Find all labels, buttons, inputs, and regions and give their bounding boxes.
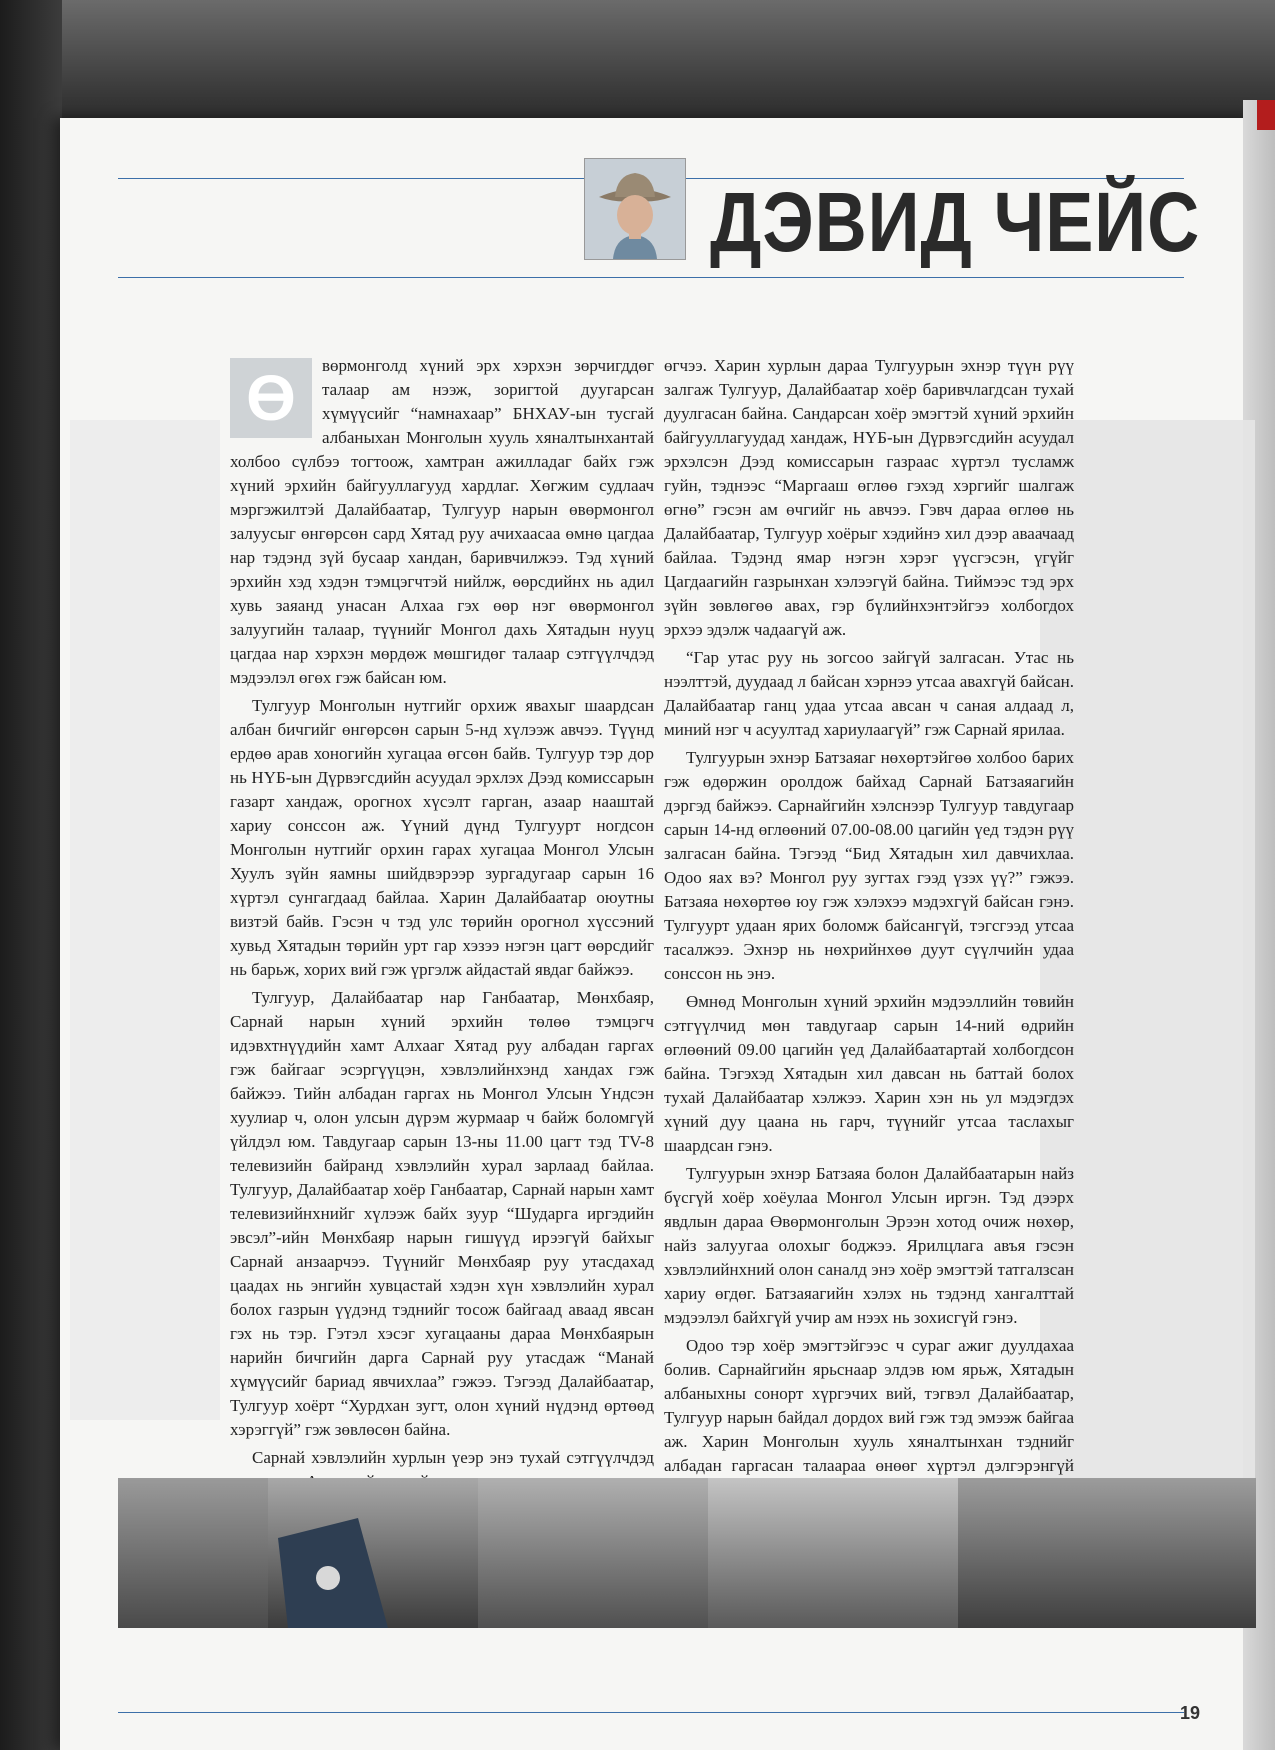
header-rule-bottom	[118, 277, 1184, 278]
paragraph: Сарнай хэвлэлийн хурлын үеэр энэ тухай сэтгүүлчдэд	[252, 1448, 654, 1467]
paragraph: Өмнөд Монголын хүний эрхийн мэдээллийн төвийн сэтгүүлчид мөн тавдугаар сарын 14-ний өдрийн өглөөний 09.00 цагийн үед Далайбаатартай холбогдсон байна. Тэгэхэд Хятадын хил давсан нь баттай болох тухай Далайбаатар хэлжээ. Харин хэн нь ул мэдэгдэх хүний дуу цаана нь гарч, түүнийг утсаа таслахыг шаардсан гэнэ.	[664, 992, 1074, 1155]
paragraph: Тулгуурын эхнэр Батзаяаг нөхөртэйгөө холбоо барих гэж өдөржин оролдож байхад Сарнай Батзаяагийн дэргэд байжээ. Сарнайгийн хэлснээр Тулгуур тавдугаар сарын 14-нд өглөөний 07.00-08.00 цагийн үед тэдэн рүү залгасан байна. Тэгээд “Бид Хятадын хил давчихлаа. Одоо яах вэ? Монгол руу зугтах гээд үзэх үү?” гэжээ. Батзаяа нөхөртөө юу гэж хэлэхээ мэдэхгүй байсан гэнэ. Тулгуурт удаан ярих боломж байсангүй, тэгсгээд утсаа тасалжээ. Эхнэр нь нөхрийнхөө дуут сүүлчийн удаа сонссон нь энэ.	[664, 748, 1074, 983]
next-page-red-corner	[1257, 100, 1275, 130]
paragraph: “Гар утас руу нь зогсоо зайгүй залгасан. Утас нь нээлттэй, дуудаад л байсан хэрнээ утсаа авахгүй байсан. Далайбаатар ганц удаа утсаа авсан ч саная алдаад л, миний нэг ч асуултад хариулаагүй” гэж Сарнай ярилаа.	[664, 648, 1074, 739]
paragraph: Тулгуурын эхнэр Батзаяа болон Далайбаатарын найз бүсгүй хоёр хоёулаа Монгол Улсын иргэн. Тэд дээрх явдлын дараа Өвөрмонголын Эрээн хотод очиж нөхөр, найз залуугаа олохыг боджээ. Ярилцлага авъя гэсэн хэвлэлийнхний олон саналд энэ хоёр эмэгтэй татгалзсан хариу өгдөг. Батзаяагийн хэлэх нь тэдэнд хангалттай мэдээлэл байхгүй учир ам нээх нь зохисгүй гэнэ.	[664, 1164, 1074, 1327]
show-through-text-left	[70, 420, 220, 1420]
protest-photo-strip	[118, 1478, 1256, 1628]
paragraph: Тулгуур, Далайбаатар нар Ганбаатар, Мөнхбаяр, Сарнай нарын хүний эрхийн төлөө тэмцэгч идэвхтнүүдийн хамт Алхааг Хятад руу албадан гаргах гэж байгааг эсэргүүцэн, хэвлэлийнхэнд хандах гэж байжээ. Тийн албадан гаргах нь Монгол Улсын Үндсэн хуулиар ч, олон улсын дүрэм журмаар ч байж боломгүй үйлдэл юм. Тавдугаар сарын 13-ны 11.00 цагт тэд TV-8 телевизийн байранд хэвлэлийн хурал зарлаад байлаа. Тулгуур, Далайбаатар хоёр Ганбаатар, Сарнай нарын хамт телевизийнхнийг хүлээж байх зуур “Шударга иргэдийн эвсэл”-ийн Мөнхбаяр нарын гишүүд ирээгүй байхыг Сарнай анзаарчээ. Түүнийг Мөнхбаяр руу утасдахад цаадах нь энгийн хувцастай хэдэн хүн хэвлэлийн хурал болох газрын үүдэнд тэднийг тосож байгаад аваад явсан гэх нь тэр. Гэтэл хэсэг хугацааны дараа Мөнхбаярын нарийн бичгийн дарга Сарнай руу утасдаж “Манай хүмүүсийг бариад явчихлаа” гэжээ. Тэгээд Далайбаатар, Тулгуур хоёрт “Хурдхан зугт, олон хүний нүдэнд өртөөд хэрэггүй” гэж зөвлөсөн байна.	[230, 988, 654, 1439]
scanner-background-left	[0, 0, 62, 1750]
author-portrait	[584, 158, 686, 260]
article-column-right	[664, 354, 1074, 1475]
paragraph: вөрмонголд хүний эрх хэрхэн зөрчигддөг талаар ам нээж, зоригтой дуугарсан хүмүүсийг “намнахаар” БНХАУ-ын тусгай албаныхан Монголын хууль хяналтынхантай холбоо сүлбээ тогтоож, хамтран ажилладаг байх гэж хүний эрхийн байгууллагууд хардлаг. Хөгжим судлаач мэргэжилтэй Далайбаатар, Тулгуур нарын өвөрмонгол залуусыг өнгөрсөн сард Хятад руу ачихаасаа өмнө цагдаа нар тэдэнд зүй бусаар хандан, баривчилжээ. Тэд хүний эрхийн хэд хэдэн тэмцэгчтэй нийлж, өөрсдийнх нь адил хувь заяанд унасан Алхаа гэх өөр нэг өвөрмонгол залуугийн талаар, түүнийг Монгол дахь Хятадын нууц цагдаа нар хэрхэн мөрдөж мөшгидөг талаар сэтгүүлчдэд мэдээлэл өгөх гэж байсан юм.	[230, 356, 654, 687]
photo-riot-police	[958, 1478, 1256, 1628]
photo-women-embracing	[478, 1478, 708, 1628]
footer-rule	[118, 1712, 1184, 1713]
photo-crying-woman	[118, 1478, 268, 1628]
drop-cap: Ө	[230, 358, 312, 438]
photo-flags-crowd	[268, 1478, 478, 1628]
paragraph: Тулгуур Монголын нутгийг орхиж явахыг шаардсан албан бичгийг өнгөрсөн сарын 5-нд хүлээж авчээ. Түүнд ердөө арав хоногийн хугацаа өгсөн байв. Тулгуур тэр дор нь НҮБ-ын Дүрвэгсдийн асуудал эрхлэх Дээд комиссарын газарт хандаж, орогнох хүсэлт гарган, азаар нааштай хариу сонссон аж. Үүний дүнд Тулгуурт ногдсон Монголын нутгийг орхин гарах хугацаа Монгол Улсын Хуулъ зүйн яамны шийдвэрээр зургадугаар сарын 16 хүртэл сунгагдаад байлаа. Харин Далайбаатар оюутны визтэй байв. Гэсэн ч тэд улс төрийн орогнол хүссэний хувьд Хятадын төрийн урт гар хэзээ нэгэн цагт өөрсдийг нь барьж, хорих вий гэж үргэлж айдастай явдаг байжээ.	[230, 696, 654, 979]
flag-icon	[268, 1478, 478, 1628]
paragraph: өгчээ. Харин хурлын дараа Тулгуурын эхнэр түүн рүү залгаж Тулгуур, Далайбаатар хоёр баривчлагдсан тухай дуулгасан байна. Сандарсан хоёр эмэгтэй хүний эрхийн байгууллагуудад хандаж, НҮБ-ын Дүрвэгсдийн асуудал эрхэлсэн Дээд комиссарын газраас хүртэл тусламж гуйн, тэднээс “Маргааш өглөө гэхэд хэргийг шалгаж өгнө” гэсэн ам өчгийг нь авчээ. Гэвч дараа өглөө нь Далайбаатар, Тулгуур хоёрыг хэдийнэ хил дээр аваачаад байлаа. Тэдэнд ямар нэгэн хэрэг үүсгэсэн, үгүйг Цагдаагийн газрынхан хэлээгүй байна. Тиймээс тэд эрх зүйн зөвлөгөө авах, гэр бүлийнхэнтэйгээ холбогдох эрхээ эдэлж чадаагүй аж.	[664, 356, 1074, 639]
article-column-left	[230, 354, 654, 1467]
photo-highway-crowd	[708, 1478, 958, 1628]
author-portrait-illustration	[585, 159, 685, 259]
paragraph-text: Одоо тэр хоёр эмэгтэйгээс ч сураг ажиг дуулдахаа болив. Сарнайгийн ярьснаар элдэв юм ярьж, Хятадын албаныхны сонорт хүргэчих вий, тэгвэл Далайбаатар, Тулгуур нарын байдал дордох вий гэж тэд эмээж байгаа аж. Харин Монголын хууль хяналтынхан тэднийг албадан гаргасан талаараа өнөөг хүртэл дэлгэрэнгүй	[664, 1336, 1074, 1475]
scanner-background-top	[0, 0, 1275, 130]
page-number: 19	[1180, 1703, 1201, 1723]
article-title: ДЭВИД ЧЕЙС	[710, 175, 1201, 269]
